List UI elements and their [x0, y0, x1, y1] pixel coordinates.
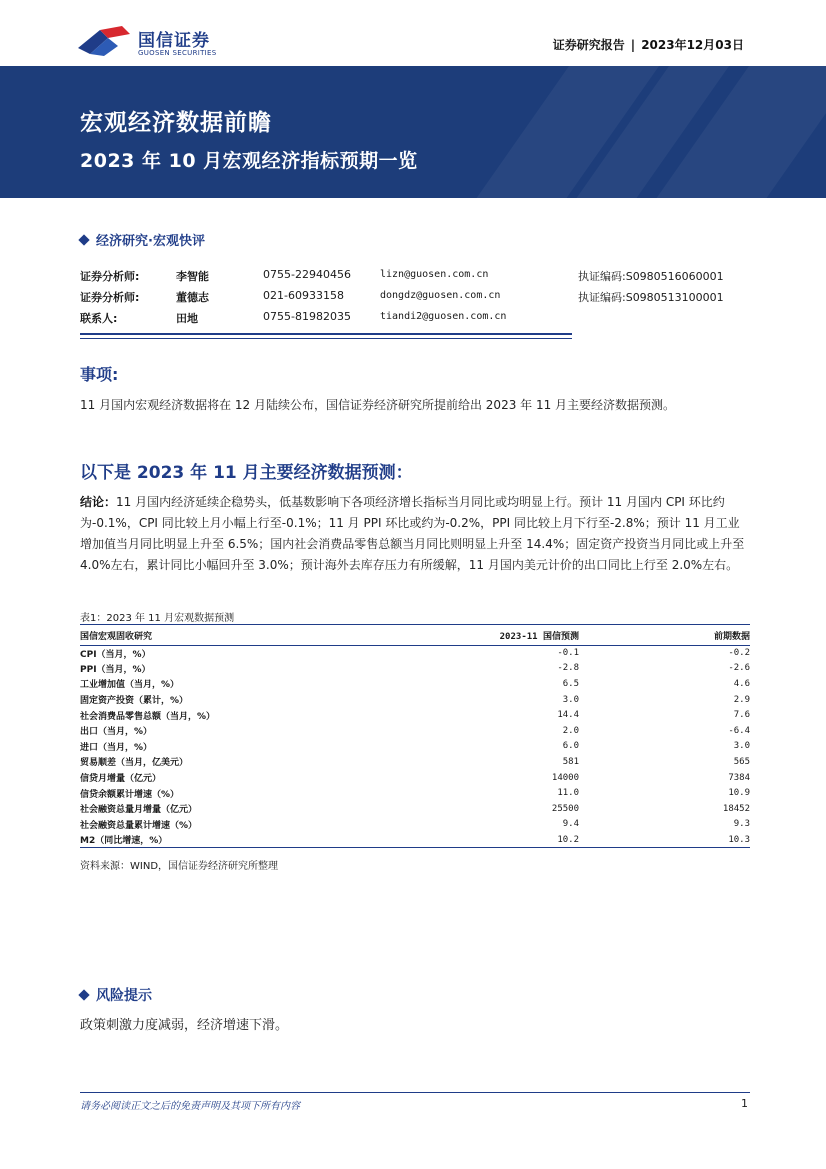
divider — [80, 338, 572, 339]
report-title: 宏观经济数据前瞻 — [80, 110, 272, 136]
row-previous: 10.9 — [728, 788, 750, 799]
report-date: 2023年12月03日 — [641, 38, 744, 52]
row-forecast: 6.0 — [562, 741, 579, 752]
row-indicator: 信贷余额累计增速（%） — [80, 789, 180, 800]
table-header-previous: 前期数据 — [579, 627, 750, 645]
table-row — [80, 739, 750, 755]
row-forecast: 14000 — [551, 772, 579, 783]
table-row — [80, 707, 750, 723]
table-row — [80, 770, 750, 786]
table-row — [80, 817, 750, 833]
analyst-email[interactable]: lizn@guosen.com.cn — [380, 269, 489, 280]
analyst-list — [80, 268, 750, 331]
table-row — [80, 832, 750, 848]
row-forecast: 9.4 — [562, 819, 579, 830]
row-forecast: 3.0 — [562, 694, 579, 705]
category-tag — [80, 230, 205, 249]
logo-text-cn: 国信证券 — [138, 31, 210, 51]
row-indicator: M2（同比增速，%） — [80, 832, 380, 848]
row-previous: 10.3 — [579, 832, 750, 848]
report-subtitle: 2023 年 10 月宏观经济指标预期一览 — [80, 150, 418, 172]
conclusion-paragraph — [80, 492, 750, 576]
report-header-meta — [553, 36, 744, 53]
analyst-name: 李智能 — [176, 270, 209, 283]
row-previous: 4.6 — [733, 678, 750, 689]
risk-heading — [80, 985, 152, 1005]
row-forecast: 6.5 — [562, 678, 579, 689]
row-previous: 18452 — [722, 803, 750, 814]
analyst-cert: 执证编码:S0980513100001 — [578, 291, 724, 304]
analyst-phone: 0755-81982035 — [263, 310, 351, 323]
row-forecast: 2.0 — [562, 725, 579, 736]
row-forecast: -2.8 — [557, 663, 579, 674]
row-previous: 7384 — [728, 772, 750, 783]
risk-heading-label: 风险提示 — [96, 988, 152, 1004]
row-indicator: 出口（当月，%） — [80, 727, 153, 738]
row-forecast: 25500 — [551, 803, 579, 814]
table-row — [80, 723, 750, 739]
table-row — [80, 645, 750, 661]
matters-body: 11 月国内宏观经济数据将在 12 月陆续公布，国信证券经济研究所提前给出 2023 年 11 月主要经济数据预测。 — [80, 398, 676, 412]
risk-body: 政策刺激力度减弱，经济增速下滑。 — [80, 1018, 289, 1033]
analyst-cert: 执证编码:S0980516060001 — [578, 270, 724, 283]
table-top-rule — [80, 624, 750, 625]
forecast-table — [80, 627, 750, 848]
category-label: 经济研究·宏观快评 — [96, 234, 205, 249]
row-indicator: 社会融资总量累计增速（%） — [80, 820, 198, 831]
analyst-role: 证券分析师: — [80, 270, 140, 283]
row-previous: 7.6 — [733, 710, 750, 721]
row-forecast: 11.0 — [557, 788, 579, 799]
row-previous: 3.0 — [733, 741, 750, 752]
row-indicator: 贸易顺差（当月，亿美元） — [80, 758, 189, 769]
row-previous: 565 — [733, 756, 750, 767]
diamond-bullet-icon — [78, 989, 89, 1000]
table-header-indicator: 国信宏观固收研究 — [80, 627, 380, 645]
table-source: 资料来源：WIND，国信证券经济研究所整理 — [80, 861, 279, 872]
conclusion-label: 结论： — [80, 495, 117, 509]
analyst-name: 田地 — [176, 312, 198, 325]
matters-heading: 事项: — [80, 365, 119, 384]
row-forecast: 10.2 — [380, 832, 579, 848]
analyst-role: 证券分析师: — [80, 291, 140, 304]
footer-divider — [80, 1092, 750, 1093]
guosen-logo-icon — [78, 24, 134, 58]
analyst-email[interactable]: tiandi2@guosen.com.cn — [380, 311, 507, 322]
analyst-row — [80, 268, 750, 289]
header-separator: | — [630, 38, 636, 52]
logo-text-en: GUOSEN SECURITIES — [138, 49, 217, 57]
row-previous: 9.3 — [733, 819, 750, 830]
row-previous: 2.9 — [733, 694, 750, 705]
table-row — [80, 676, 750, 692]
row-indicator: 社会消费品零售总额（当月，%） — [80, 711, 216, 722]
row-forecast: -0.1 — [557, 648, 579, 659]
analyst-phone: 021-60933158 — [263, 289, 344, 302]
analyst-role: 联系人: — [80, 312, 118, 325]
table-row — [80, 754, 750, 770]
table-header-row — [80, 627, 750, 645]
guosen-logo — [78, 22, 228, 62]
analyst-row — [80, 289, 750, 310]
row-indicator: 进口（当月，%） — [80, 742, 153, 753]
analyst-name: 董德志 — [176, 291, 209, 304]
analyst-phone: 0755-22940456 — [263, 268, 351, 281]
page-number: 1 — [741, 1097, 748, 1110]
title-banner — [0, 66, 826, 198]
row-previous: -0.2 — [728, 648, 750, 659]
row-indicator: 工业增加值（当月，%） — [80, 680, 180, 691]
footer-disclaimer: 请务必阅读正文之后的免责声明及其项下所有内容 — [80, 1101, 300, 1112]
row-forecast: 14.4 — [557, 710, 579, 721]
row-indicator: 固定资产投资（累计，%） — [80, 696, 189, 707]
row-indicator: PPI（当月，%） — [80, 664, 151, 675]
table-header-forecast: 2023-11 国信预测 — [380, 627, 579, 645]
table-row — [80, 692, 750, 708]
row-previous: -6.4 — [728, 725, 750, 736]
table-row — [80, 785, 750, 801]
analyst-email[interactable]: dongdz@guosen.com.cn — [380, 290, 501, 301]
analyst-row — [80, 310, 750, 331]
table-row — [80, 661, 750, 677]
row-indicator: CPI（当月，%） — [80, 649, 151, 660]
divider — [80, 333, 572, 335]
row-previous: -2.6 — [728, 663, 750, 674]
table-caption: 表1：2023 年 11 月宏观数据预测 — [80, 613, 235, 624]
forecast-heading: 以下是 2023 年 11 月主要经济数据预测： — [80, 463, 413, 483]
row-indicator: 社会融资总量月增量（亿元） — [80, 805, 198, 816]
conclusion-body: 11 月国内经济延续企稳势头，低基数影响下各项经济增长指标当月同比或均明显上行。预计 11 月国内 CPI 环比约为-0.1%，CPI 同比较上月小幅上行至-0.1%；11 月 PPI 环比或约为-0.2%，PPI 同比较上月下行至-2.8%；预计 11 月工业增加值当月同比明显上升至 6.5%；国内社会消费品零售总额当月同比则明显上升至 14.4%；固定资产投资当月同比或上升至 4.0%左右，累计同比小幅回升至 3.0%；预计海外去库存压力有所缓解，11 月国内美元计价的出口同比上行至 2.0%左右。 — [80, 495, 745, 572]
diamond-bullet-icon — [78, 234, 89, 245]
row-forecast: 581 — [562, 756, 579, 767]
report-type: 证券研究报告 — [552, 38, 625, 52]
row-indicator: 信贷月增量（亿元） — [80, 774, 162, 785]
table-row — [80, 801, 750, 817]
